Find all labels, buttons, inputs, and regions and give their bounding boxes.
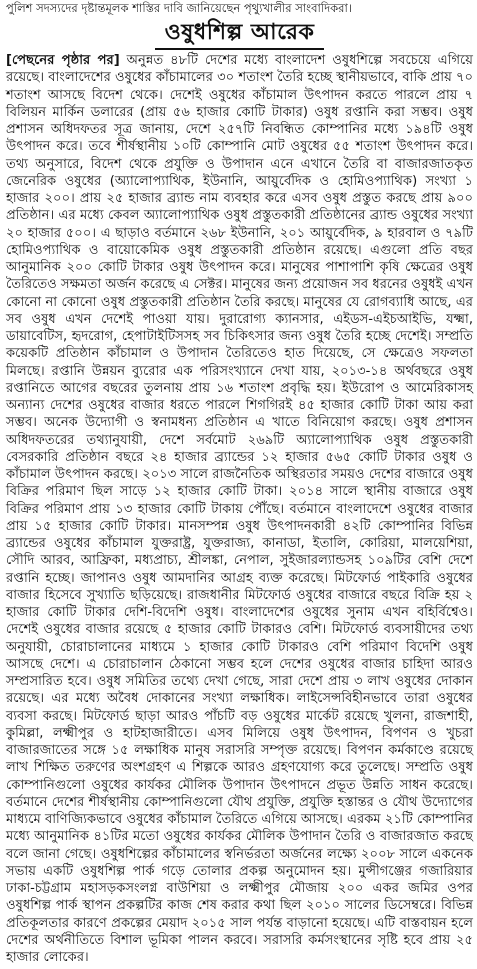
headline-container [6,20,473,50]
article-headline: ওষুধশিল্প আরেক [155,20,325,50]
article-body-text: অনুন্নত ৪৮টি দেশের মধ্যে বাংলাদেশ ওষুধশিল্পে সবচেয়ে এগিয়ে রয়েছে। বাংলাদেশের ওষুধের কাঁচামালের ৩০ শতাংশ তৈরি হচ্ছে স্থানীয়ভাবে, বাকি প্রায় ৭০ শতাংশ আসছে বিদেশ থেকে। দেশেই ওষুধের কাঁচামাল উৎপাদন করতে পারলে প্রায় ৭ বিলিয়ন মার্কিন ডলারের (প্রায় ৫৬ হাজার কোটি টাকার) ওষুধ রপ্তানি করা সম্ভব। ওষুধ প্রশাসন অধিদফতর সূত্র জানায়, দেশে ২৫৭টি নিবন্ধিত কোম্পানির মধ্যে ১৯৪টি ওষুধ উৎপাদন করে। তবে শীর্ষস্থানীয় ১০টি কোম্পানি মোট ওষুধের ৫৫ শতাংশ উৎপাদন করে। তথ্য অনুসারে, বিদেশ থেকে প্রযুক্তি ও উপাদান এনে এখানে তৈরি বা বাজারজাতকৃত জেনেরিক ওষুধের (অ্যালোপ্যাথিক, ইউনানি, আয়ুর্বেদিক ও হোমিওপ্যাথিক) সংখ্যা ১ হাজার ২০০। প্রায় ২৫ হাজার ব্র্যান্ড নাম ব্যবহার করে এসব ওষুধ প্রস্তুত করছে প্রায় ৯০০ প্রতিষ্ঠান। এর মধ্যে কেবল অ্যালোপ্যাথিক ওষুধ প্রস্তুতকারী প্রতিষ্ঠানের ব্র্যান্ড ওষুধের সংখ্যা ২০ হাজার ৫০০। এ ছাড়াও বর্তমানে ২৬৮ ইউনানি, ২০১ আয়ুর্বেদিক, ৯ হারবাল ও ৭৯টি হোমিওপ্যাথিক ও বায়োকেমিক ওষুধ প্রস্তুতকারী প্রতিষ্ঠান রয়েছে। এগুলো প্রতি বছর আনুমানিক ২০০ কোটি টাকার ওষুধ উৎপাদন করে। মানুষের পাশাপাশি কৃষি ক্ষেত্রের ওষুধ তৈরিতেও সক্ষমতা অর্জন করেছে এ সেক্টর। মানুষের জন্য প্রয়োজন সব ধরনের ওষুধই এখন কোনো না কোনো ওষুধ প্রস্তুতকারী প্রতিষ্ঠান তৈরি করছে। মানুষের যে রোগব্যাধি আছে, এর সব ওষুধ এখন দেশেই পাওয়া যায়। দুরারোগ্য ক্যানসার, এইডস-এইচআইভি, যক্ষ্মা, ডায়াবেটিস, হৃদরোগ, হেপাটাইটিসসহ সব চিকিৎসার জন্য ওষুধ তৈরি হচ্ছে দেশেই। সম্প্রতি কয়েকটি প্রতিষ্ঠান কাঁচামাল ও উপাদান তৈরিতেও হাত দিয়েছে, সে ক্ষেত্রেও সফলতা মিলছে। রপ্তানি উন্নয়ন ব্যুরোর এক পরিসংখ্যানে দেখা যায়, ২০১৩-১৪ অর্থবছরে ওষুধ রপ্তানিতে আগের বছরের তুলনায় প্রায় ১৬ শতাংশ প্রবৃদ্ধি হয়। ইউরোপ ও আমেরিকাসহ অন্যান্য দেশের ওষুধের বাজার ধরতে পারলে শিগগিরই ৪৫ হাজার কোটি টাকা আয় করা সম্ভব। অনেক উদ্যোগী ও স্বনামধন্য প্রতিষ্ঠান এ খাতে বিনিয়োগ করছে। ওষুধ প্রশাসন অধিদফতরের তথ্যানুযায়ী, দেশে সর্বমোট ২৬৯টি অ্যালোপ্যাথিক ওষুধ প্রস্তুতকারী বেসরকারি প্রতিষ্ঠান বছরে ২৪ হাজার ব্র্যান্ডের ১২ হাজার ৫৬৫ কোটি টাকার ওষুধ ও কাঁচামাল উৎপাদন করছে। ২০১৩ সালে রাজনৈতিক অস্থিরতার সময়ও দেশের বাজারে ওষুধ বিক্রির পরিমাণ ছিল সাড়ে ১২ হাজার কোটি টাকা। ২০১৪ সালে স্থানীয় বাজারে ওষুধ বিক্রির পরিমাণ প্রায় ১৩ হাজার কোটি টাকায় পৌঁছে। বর্তমানে বাংলাদেশে ওষুধের বাজার প্রায় ১৫ হাজার কোটি টাকার। মানসম্পন্ন ওষুধ উৎপাদনকারী ৪২টি কোম্পানির বিভিন্ন ব্র্যান্ডের ওষুধের কাঁচামাল যুক্তরাষ্ট্র, যুক্তরাজ্য, কানাডা, ইতালি, কোরিয়া, মালয়েশিয়া, সৌদি আরব, আফ্রিকা, মধ্যপ্রাচ্য, শ্রীলঙ্কা, নেপাল, সুইজারল্যান্ডসহ ১০৯টির বেশি দেশে রপ্তানি হচ্ছে। জাপানও ওষুধ আমদানির আগ্রহ ব্যক্ত করেছে। মিটফোর্ড পাইকারি ওষুধের বাজার হিসেবে সুখ্যাতি ছড়িয়েছে। রাজধানীর মিটফোর্ড ওষুধের বাজারে বছরে বিক্রি হয় ২ হাজার কোটি টাকার দেশি-বিদেশি ওষুধ। বাংলাদেশের ওষুধের সুনাম এখন বহির্বিশ্বেও। দেশেই ওষুধের বাজার রয়েছে ৫ হাজার কোটি টাকারও বেশি। মিটফোর্ড ব্যবসায়ীদের তথ্য অনুযায়ী, চোরাচালানের মাধ্যমে ১ হাজার কোটি টাকারও বেশি পরিমাণ বিদেশি ওষুধ আসছে দেশে। এ চোরাচালান ঠেকানো সম্ভব হলে দেশের ওষুধের বাজার চাহিদা আরও সম্প্রসারিত হবে। ওষুধ সমিতির তথ্যে দেখা গেছে, সারা দেশে প্রায় ৩ লাখ ওষুধের দোকান রয়েছে। এর মধ্যে অবৈধ দোকানের সংখ্যা লক্ষাধিক। লাইসেন্সবিহীনভাবে তারা ওষুধের ব্যবসা করছে। মিটফোর্ড ছাড়া আরও পাঁচটি বড় ওষুধের মার্কেট রয়েছে খুলনা, রাজশাহী, কুমিল্লা, লক্ষ্মীপুর ও হাটহাজারীতে। এসব মিলিয়ে ওষুধ উৎপাদন, বিপণন ও খুচরা বাজারজাতের সঙ্গে ১৫ লক্ষাধিক মানুষ সরাসরি সম্পৃক্ত রয়েছে। বিপণন কর্মকাণ্ডে রয়েছে লাখ শিক্ষিত তরুণের অংশগ্রহণ এ শিল্পকে আরও গ্রহণযোগ্য করে তুলেছে। সম্প্রতি ওষুধ কোম্পানিগুলো ওষুধের কার্যকর মৌলিক উপাদান উৎপাদনে প্রভূত উন্নতি সাধন করেছে। বর্তমানে দেশের শীর্ষস্থানীয় কোম্পানিগুলো যৌথ প্রযুক্তি, প্রযুক্তি হস্তান্তর ও যৌথ উদ্যোগের মাধ্যমে বাণিজ্যিকভাবে ওষুধের কাঁচামাল তৈরিতে এগিয়ে আসছে। এরকম ২১টি কোম্পানির মধ্যে আনুমানিক ৪১টির মতো ওষুধের কার্যকর মৌলিক উপাদান তৈরি ও বাজারজাত করছে বলে জানা গেছে। ওষুধশিল্পের কাঁচামালের স্বনির্ভরতা অর্জনের লক্ষ্যে ২০০৮ সালে একনেক সভায় একটি ওষুধশিল্প পার্ক গড়ে তোলার প্রকল্প অনুমোদন হয়। মুন্সীগঞ্জের গজারিয়ার ঢাকা-চট্টগ্রাম মহাসড়কসংলগ্ন বাউশিয়া ও লক্ষ্মীপুর মৌজায় ২০০ একর জমির ওপর ওষুধশিল্প পার্ক স্থাপন প্রকল্পটির কাজ শেষ করার কথা ছিল ২০১০ সালের ডিসেম্বরে। বিভিন্ন প্রতিকূলতার কারণে প্রকল্পের মেয়াদ ২০১৫ সাল পর্যন্ত বাড়ানো হয়েছে। এটি বাস্তবায়ন হলে দেশের অর্থনীতিতে বিশাল ভূমিকা পালন করবে। সরাসরি কর্মসংস্থানের সৃষ্টি হবে প্রায় ২৫ হাজার লোকের। [6,53,474,965]
article-body [6,52,473,966]
previous-article-fragment: পুলিশ সদস্যদের দৃষ্টান্তমূলক শাস্তির দাবি জানিয়েছেন পৃথ্যুখালীর সাংবাদিকরা। [6,1,352,15]
continued-from-back-page-label: [পেছনের পৃষ্ঠার পর] [6,53,120,68]
